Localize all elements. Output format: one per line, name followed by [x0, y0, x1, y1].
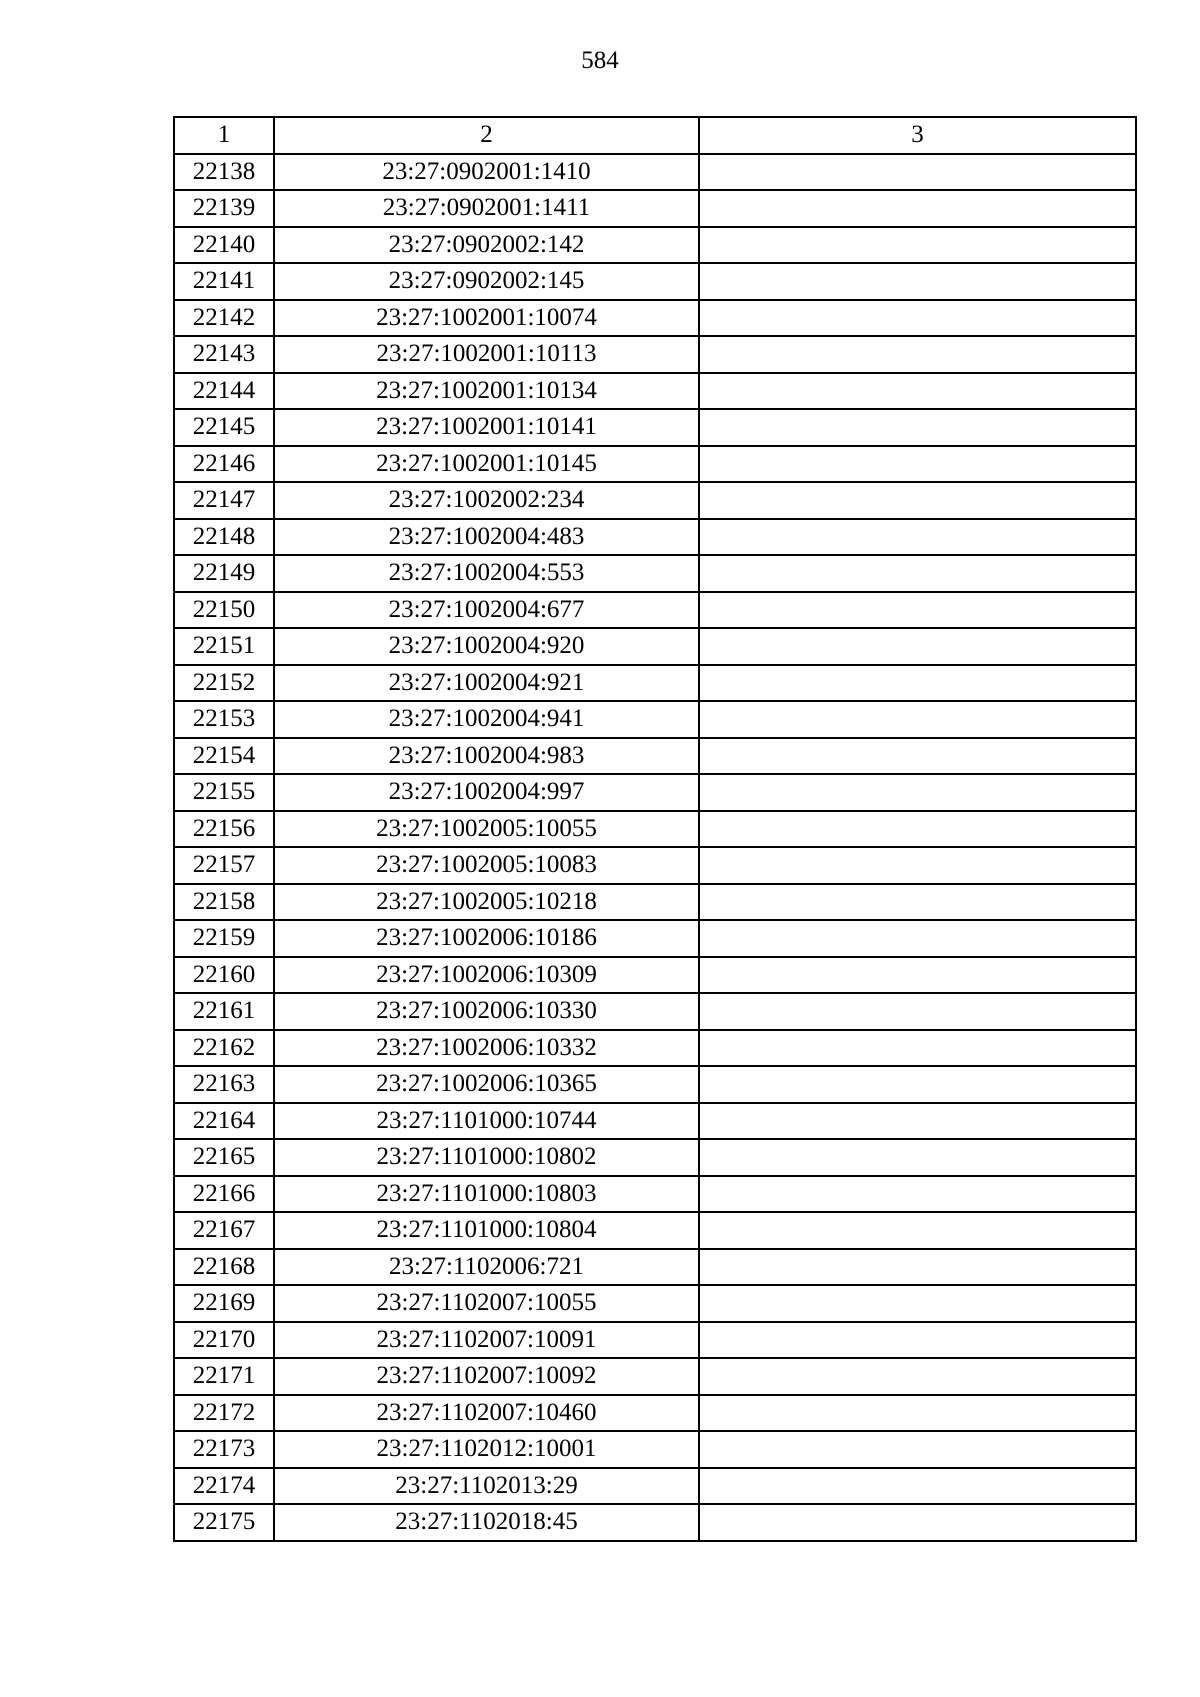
- note-cell: [699, 1030, 1136, 1067]
- note-cell: [699, 409, 1136, 446]
- table-row: [174, 482, 1136, 519]
- table-row: [174, 774, 1136, 811]
- note-cell: [699, 227, 1136, 264]
- table-row: [174, 665, 1136, 702]
- row-number-cell: 22139: [174, 190, 274, 227]
- cadastral-number-cell: 23:27:1002004:553: [274, 555, 699, 592]
- row-number-cell: 22156: [174, 811, 274, 848]
- note-cell: [699, 1395, 1136, 1432]
- cadastral-number-cell: 23:27:1002004:997: [274, 774, 699, 811]
- note-cell: [699, 1285, 1136, 1322]
- row-number-cell: 22151: [174, 628, 274, 665]
- note-cell: [699, 957, 1136, 994]
- cadastral-number-cell: 23:27:1002006:10365: [274, 1066, 699, 1103]
- note-cell: [699, 920, 1136, 957]
- cadastral-table: [173, 116, 1137, 1542]
- row-number-cell: 22164: [174, 1103, 274, 1140]
- row-number-cell: 22140: [174, 227, 274, 264]
- note-cell: [699, 1066, 1136, 1103]
- cadastral-number-cell: 23:27:1002005:10083: [274, 847, 699, 884]
- cadastral-number-cell: 23:27:1002004:483: [274, 519, 699, 556]
- cadastral-number-cell: 23:27:1002004:677: [274, 592, 699, 629]
- note-cell: [699, 701, 1136, 738]
- note-cell: [699, 993, 1136, 1030]
- row-number-cell: 22145: [174, 409, 274, 446]
- cadastral-number-cell: 23:27:1101000:10744: [274, 1103, 699, 1140]
- cadastral-number-cell: 23:27:1002004:941: [274, 701, 699, 738]
- column-header-3: 3: [699, 117, 1136, 154]
- table-row: [174, 190, 1136, 227]
- row-number-cell: 22154: [174, 738, 274, 775]
- page-number: 584: [581, 47, 619, 74]
- cadastral-number-cell: 23:27:1002001:10134: [274, 373, 699, 410]
- note-cell: [699, 1212, 1136, 1249]
- cadastral-number-cell: 23:27:1002006:10330: [274, 993, 699, 1030]
- row-number-cell: 22159: [174, 920, 274, 957]
- row-number-cell: 22155: [174, 774, 274, 811]
- row-number-cell: 22168: [174, 1249, 274, 1286]
- table-row: [174, 336, 1136, 373]
- note-cell: [699, 628, 1136, 665]
- row-number-cell: 22173: [174, 1431, 274, 1468]
- note-cell: [699, 555, 1136, 592]
- row-number-cell: 22158: [174, 884, 274, 921]
- row-number-cell: 22147: [174, 482, 274, 519]
- note-cell: [699, 1468, 1136, 1505]
- table-row: [174, 555, 1136, 592]
- cadastral-number-cell: 23:27:1002006:10186: [274, 920, 699, 957]
- cadastral-number-cell: 23:27:1002006:10332: [274, 1030, 699, 1067]
- note-cell: [699, 1139, 1136, 1176]
- row-number-cell: 22163: [174, 1066, 274, 1103]
- note-cell: [699, 373, 1136, 410]
- note-cell: [699, 774, 1136, 811]
- row-number-cell: 22138: [174, 154, 274, 191]
- column-header-1: 1: [174, 117, 274, 154]
- row-number-cell: 22165: [174, 1139, 274, 1176]
- table-row: [174, 1103, 1136, 1140]
- cadastral-number-cell: 23:27:0902001:1411: [274, 190, 699, 227]
- cadastral-number-cell: 23:27:1102012:10001: [274, 1431, 699, 1468]
- table-row: [174, 1431, 1136, 1468]
- row-number-cell: 22161: [174, 993, 274, 1030]
- note-cell: [699, 519, 1136, 556]
- table-row: [174, 920, 1136, 957]
- cadastral-number-cell: 23:27:1002005:10055: [274, 811, 699, 848]
- table-row: [174, 1030, 1136, 1067]
- note-cell: [699, 811, 1136, 848]
- row-number-cell: 22150: [174, 592, 274, 629]
- cadastral-number-cell: 23:27:0902001:1410: [274, 154, 699, 191]
- cadastral-number-cell: 23:27:1102007:10091: [274, 1322, 699, 1359]
- cadastral-number-cell: 23:27:1002001:10145: [274, 446, 699, 483]
- table-row: [174, 1176, 1136, 1213]
- cadastral-number-cell: 23:27:1002004:921: [274, 665, 699, 702]
- note-cell: [699, 665, 1136, 702]
- row-number-cell: 22174: [174, 1468, 274, 1505]
- row-number-cell: 22167: [174, 1212, 274, 1249]
- table-row: [174, 409, 1136, 446]
- row-number-cell: 22153: [174, 701, 274, 738]
- note-cell: [699, 336, 1136, 373]
- note-cell: [699, 1322, 1136, 1359]
- table-row: [174, 1139, 1136, 1176]
- cadastral-number-cell: 23:27:0902002:142: [274, 227, 699, 264]
- table-row: [174, 957, 1136, 994]
- cadastral-number-cell: 23:27:1002001:10141: [274, 409, 699, 446]
- note-cell: [699, 263, 1136, 300]
- cadastral-number-cell: 23:27:1002004:983: [274, 738, 699, 775]
- note-cell: [699, 847, 1136, 884]
- note-cell: [699, 1358, 1136, 1395]
- note-cell: [699, 884, 1136, 921]
- table-row: [174, 1322, 1136, 1359]
- table-row: [174, 1249, 1136, 1286]
- row-number-cell: 22142: [174, 300, 274, 337]
- column-header-2: 2: [274, 117, 699, 154]
- row-number-cell: 22162: [174, 1030, 274, 1067]
- table-row: [174, 884, 1136, 921]
- table-row: [174, 1504, 1136, 1541]
- table-row: [174, 263, 1136, 300]
- row-number-cell: 22148: [174, 519, 274, 556]
- table-row: [174, 811, 1136, 848]
- table-row: [174, 628, 1136, 665]
- row-number-cell: 22149: [174, 555, 274, 592]
- table-row: [174, 1395, 1136, 1432]
- note-cell: [699, 1249, 1136, 1286]
- cadastral-number-cell: 23:27:1102007:10055: [274, 1285, 699, 1322]
- note-cell: [699, 154, 1136, 191]
- table-row: [174, 847, 1136, 884]
- table-row: [174, 1285, 1136, 1322]
- note-cell: [699, 738, 1136, 775]
- row-number-cell: 22172: [174, 1395, 274, 1432]
- row-number-cell: 22141: [174, 263, 274, 300]
- note-cell: [699, 446, 1136, 483]
- note-cell: [699, 1176, 1136, 1213]
- note-cell: [699, 592, 1136, 629]
- row-number-cell: 22160: [174, 957, 274, 994]
- cadastral-number-cell: 23:27:1102007:10460: [274, 1395, 699, 1432]
- cadastral-number-cell: 23:27:1102013:29: [274, 1468, 699, 1505]
- table-body: [174, 154, 1136, 1541]
- note-cell: [699, 1431, 1136, 1468]
- cadastral-number-cell: 23:27:1002001:10074: [274, 300, 699, 337]
- row-number-cell: 22170: [174, 1322, 274, 1359]
- table-row: [174, 738, 1136, 775]
- table-row: [174, 1066, 1136, 1103]
- table-row: [174, 446, 1136, 483]
- cadastral-number-cell: 23:27:1102018:45: [274, 1504, 699, 1541]
- table-row: [174, 993, 1136, 1030]
- cadastral-number-cell: 23:27:0902002:145: [274, 263, 699, 300]
- table-row: [174, 701, 1136, 738]
- row-number-cell: 22169: [174, 1285, 274, 1322]
- note-cell: [699, 190, 1136, 227]
- table-row: [174, 1468, 1136, 1505]
- note-cell: [699, 1504, 1136, 1541]
- table-row: [174, 592, 1136, 629]
- cadastral-number-cell: 23:27:1002004:920: [274, 628, 699, 665]
- row-number-cell: 22143: [174, 336, 274, 373]
- note-cell: [699, 482, 1136, 519]
- cadastral-number-cell: 23:27:1002005:10218: [274, 884, 699, 921]
- cadastral-number-cell: 23:27:1102006:721: [274, 1249, 699, 1286]
- table-header-row: [174, 117, 1136, 154]
- cadastral-number-cell: 23:27:1101000:10803: [274, 1176, 699, 1213]
- row-number-cell: 22166: [174, 1176, 274, 1213]
- cadastral-number-cell: 23:27:1101000:10804: [274, 1212, 699, 1249]
- row-number-cell: 22171: [174, 1358, 274, 1395]
- table-row: [174, 373, 1136, 410]
- cadastral-number-cell: 23:27:1002002:234: [274, 482, 699, 519]
- cadastral-number-cell: 23:27:1101000:10802: [274, 1139, 699, 1176]
- cadastral-number-cell: 23:27:1002006:10309: [274, 957, 699, 994]
- note-cell: [699, 1103, 1136, 1140]
- row-number-cell: 22146: [174, 446, 274, 483]
- cadastral-number-cell: 23:27:1002001:10113: [274, 336, 699, 373]
- cadastral-number-cell: 23:27:1102007:10092: [274, 1358, 699, 1395]
- table-row: [174, 1212, 1136, 1249]
- row-number-cell: 22144: [174, 373, 274, 410]
- table-row: [174, 300, 1136, 337]
- table-row: [174, 1358, 1136, 1395]
- note-cell: [699, 300, 1136, 337]
- table-row: [174, 154, 1136, 191]
- row-number-cell: 22152: [174, 665, 274, 702]
- table-row: [174, 519, 1136, 556]
- row-number-cell: 22175: [174, 1504, 274, 1541]
- table-row: [174, 227, 1136, 264]
- row-number-cell: 22157: [174, 847, 274, 884]
